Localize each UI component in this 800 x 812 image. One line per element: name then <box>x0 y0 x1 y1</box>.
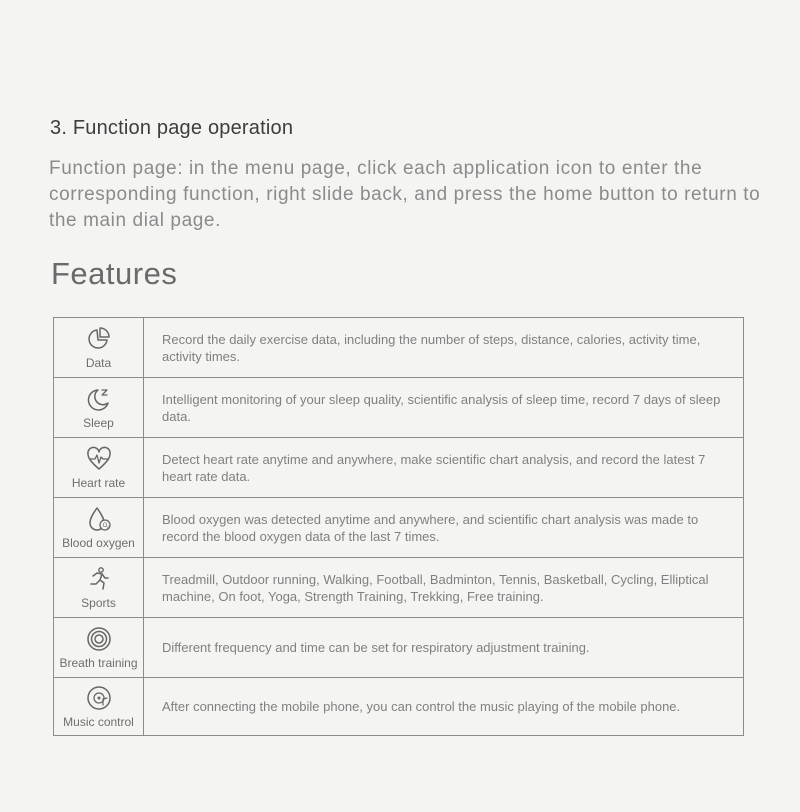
breath-rings-icon <box>86 626 112 652</box>
svg-text:2: 2 <box>106 525 109 529</box>
feature-icon-cell <box>54 558 144 617</box>
feature-icon-cell <box>54 678 144 735</box>
music-disc-icon <box>86 685 112 711</box>
feature-row-heart-rate <box>54 438 743 498</box>
features-table <box>53 317 744 736</box>
feature-description: Blood oxygen was detected anytime and anywhere, and scientific chart analysis was made to record the blood oxygen data of the last 7 times. <box>162 511 699 544</box>
feature-row-sports <box>54 558 743 618</box>
feature-desc-cell <box>144 378 743 437</box>
feature-label: Data <box>85 355 112 370</box>
feature-description: Detect heart rate anytime and anywhere, make scientific chart analysis, and record the latest 7 heart rate data. <box>162 451 706 484</box>
svg-text:O: O <box>102 522 107 529</box>
feature-desc-cell <box>144 318 743 377</box>
feature-icon-cell <box>54 318 144 377</box>
heart-pulse-icon <box>86 446 112 472</box>
feature-icon-cell <box>54 438 144 497</box>
moon-sleep-icon <box>86 386 112 412</box>
oxygen-drop-icon <box>86 506 112 532</box>
feature-row-blood-oxygen <box>54 498 743 558</box>
feature-label: Breath training <box>59 655 138 670</box>
running-person-icon <box>86 566 112 592</box>
feature-desc-cell <box>144 498 743 557</box>
feature-label: Music control <box>63 714 134 729</box>
pie-chart-icon <box>86 326 112 352</box>
feature-label: Blood oxygen <box>62 535 135 550</box>
feature-row-sleep <box>54 378 743 438</box>
section-heading: 3. Function page operation <box>50 117 294 139</box>
section-body: Function page: in the menu page, click each application icon to enter the corresponding function, right slide back, and press the home button to return to the main dial page. <box>49 158 761 231</box>
feature-description: Different frequency and time can be set for respiratory adjustment training. <box>162 640 590 655</box>
feature-desc-cell <box>144 618 743 677</box>
feature-description: Record the daily exercise data, including the number of steps, distance, calories, activity time, activity times. <box>162 331 701 364</box>
feature-row-breath-training <box>54 618 743 678</box>
feature-row-music-control <box>54 678 743 735</box>
feature-row-data <box>54 318 743 378</box>
feature-icon-cell <box>54 498 144 557</box>
feature-description: Treadmill, Outdoor running, Walking, Football, Badminton, Tennis, Basketball, Cycling, Elliptical machine, On foot, Yoga, Strength Training, Trekking, Free training. <box>162 571 709 604</box>
features-title: Features <box>51 256 178 291</box>
feature-label: Sports <box>81 595 116 610</box>
feature-label: Sleep <box>83 415 114 430</box>
feature-icon-cell <box>54 618 144 677</box>
feature-desc-cell <box>144 438 743 497</box>
feature-description: After connecting the mobile phone, you can control the music playing of the mobile phone. <box>162 699 681 714</box>
feature-desc-cell <box>144 558 743 617</box>
feature-desc-cell <box>144 678 743 735</box>
feature-description: Intelligent monitoring of your sleep quality, scientific analysis of sleep time, record 7 days of sleep data. <box>162 391 721 424</box>
feature-label: Heart rate <box>71 475 126 490</box>
feature-icon-cell <box>54 378 144 437</box>
